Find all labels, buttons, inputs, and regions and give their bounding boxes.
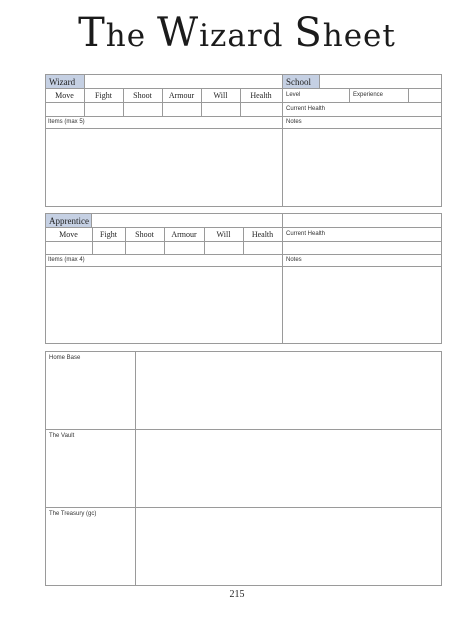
page-title bbox=[0, 10, 474, 56]
apprentice-notes-label: Notes bbox=[286, 257, 302, 263]
apprentice-stat-move: Move bbox=[59, 230, 78, 239]
title-cap-1: T bbox=[78, 10, 106, 56]
treasury-label: The Treasury (gc) bbox=[49, 511, 97, 517]
wizard-stat-health: Health bbox=[250, 91, 272, 100]
apprentice-stat-health: Health bbox=[251, 230, 274, 239]
wizard-items-label: Items (max 5) bbox=[48, 119, 85, 125]
apprentice-header: Apprentice bbox=[45, 213, 92, 228]
wizard-stat-armour: Armour bbox=[168, 91, 195, 100]
apprentice-items-label: Items (max 4) bbox=[48, 257, 85, 263]
wizard-notes-label: Notes bbox=[286, 119, 302, 125]
base-section bbox=[45, 351, 442, 586]
experience-label: Experience bbox=[353, 92, 384, 98]
title-word-2: izard bbox=[199, 18, 295, 54]
title-cap-3: S bbox=[294, 10, 323, 56]
title-word-3: heet bbox=[322, 18, 396, 54]
apprentice-stat-armour: Armour bbox=[171, 230, 197, 239]
wizard-stat-move: Move bbox=[55, 91, 74, 100]
wizard-stat-will: Will bbox=[213, 91, 228, 100]
home-base-label: Home Base bbox=[49, 355, 81, 361]
title-word-1: he bbox=[105, 18, 157, 54]
school-header: School bbox=[282, 74, 320, 89]
apprentice-stat-will: Will bbox=[216, 230, 231, 239]
page-number: 215 bbox=[229, 589, 245, 600]
current-health-label: Current Health bbox=[286, 106, 326, 112]
title-cap-2: W bbox=[156, 10, 200, 56]
apprentice-current-health-label: Current Health bbox=[286, 231, 326, 237]
wizard-stat-fight: Fight bbox=[95, 91, 112, 100]
level-label: Level bbox=[286, 92, 301, 98]
vault-label: The Vault bbox=[49, 433, 75, 439]
apprentice-stat-shoot: Shoot bbox=[135, 230, 154, 239]
wizard-header: Wizard bbox=[45, 74, 85, 89]
apprentice-stat-fight: Fight bbox=[100, 230, 117, 239]
wizard-stat-shoot: Shoot bbox=[133, 91, 152, 100]
